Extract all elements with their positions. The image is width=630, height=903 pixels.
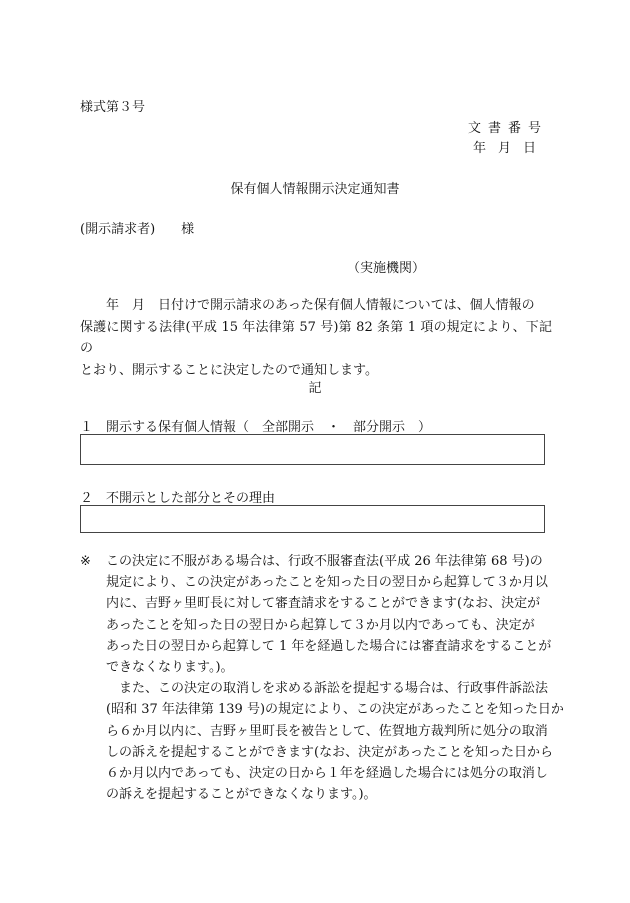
body-line: 年 月 日付けで開示請求のあった保有個人情報については、個人情報の [80, 298, 535, 313]
implementing-agency: （実施機関） [347, 261, 426, 276]
document-number-label: 文書番号 [467, 121, 548, 136]
note-line: ６か月以内であっても、決定の日から１年を経過した場合には処分の取消し [106, 766, 548, 782]
note-line: あった日の翌日から起算して 1 年を経過した場合には審査請求をすることが [106, 638, 552, 654]
note-line: しの訴えを提起することができます(なお、決定があったことを知った日から [106, 744, 553, 760]
date-label: 年月日 [472, 141, 548, 156]
note-line: あったことを知った日の翌日から起算して３か月以内であっても、決定が [106, 617, 535, 633]
note-line: この決定に不服がある場合は、行政不服審査法(平成 26 年法律第 68 号)の [106, 554, 543, 569]
document-title: 保有個人情報開示決定通知書 [230, 182, 400, 197]
section-2-heading: ２ 不開示とした部分とその理由 [80, 491, 276, 506]
note-body [106, 551, 564, 805]
note-line: できなくなります。)。 [106, 660, 234, 676]
requester-line: (開示請求者) 様 [80, 222, 195, 237]
body-line: とおり、開示することに決定したので通知します。 [80, 362, 378, 378]
note-line: (昭和 37 年法律第 139 号)の規定により、この決定があったことを知った日か [106, 702, 564, 718]
note-line: 内に、吉野ヶ里町長に対して審査請求をすることができます(なお、決定が [106, 596, 541, 612]
section-2-box [80, 505, 545, 533]
section-1-heading: １ 開示する保有個人情報（ 全部開示 ・ 部分開示 ） [80, 420, 432, 435]
note-line: また、この決定の取消しを求める訴訟を提起する場合は、行政事件訴訟法 [106, 681, 549, 697]
note-line: 規定により、この決定があったことを知った日の翌日から起算して３か月以 [106, 575, 548, 591]
section-1-box [80, 434, 545, 465]
note-line: ら６か月以内に、吉野ヶ里町長を被告として、佐賀地方裁判所に処分の取消 [106, 723, 548, 739]
body-line: 保護に関する法律(平成 15 年法律第 57 号)第 82 条第 1 項の規定により、下記の [80, 319, 552, 356]
note-line: の訴えを提起することができなくなります。)。 [106, 787, 377, 803]
form-number: 様式第３号 [80, 100, 146, 115]
note-mark: ※ [80, 554, 91, 569]
ki-heading: 記 [308, 381, 322, 396]
body-paragraph [80, 295, 552, 381]
